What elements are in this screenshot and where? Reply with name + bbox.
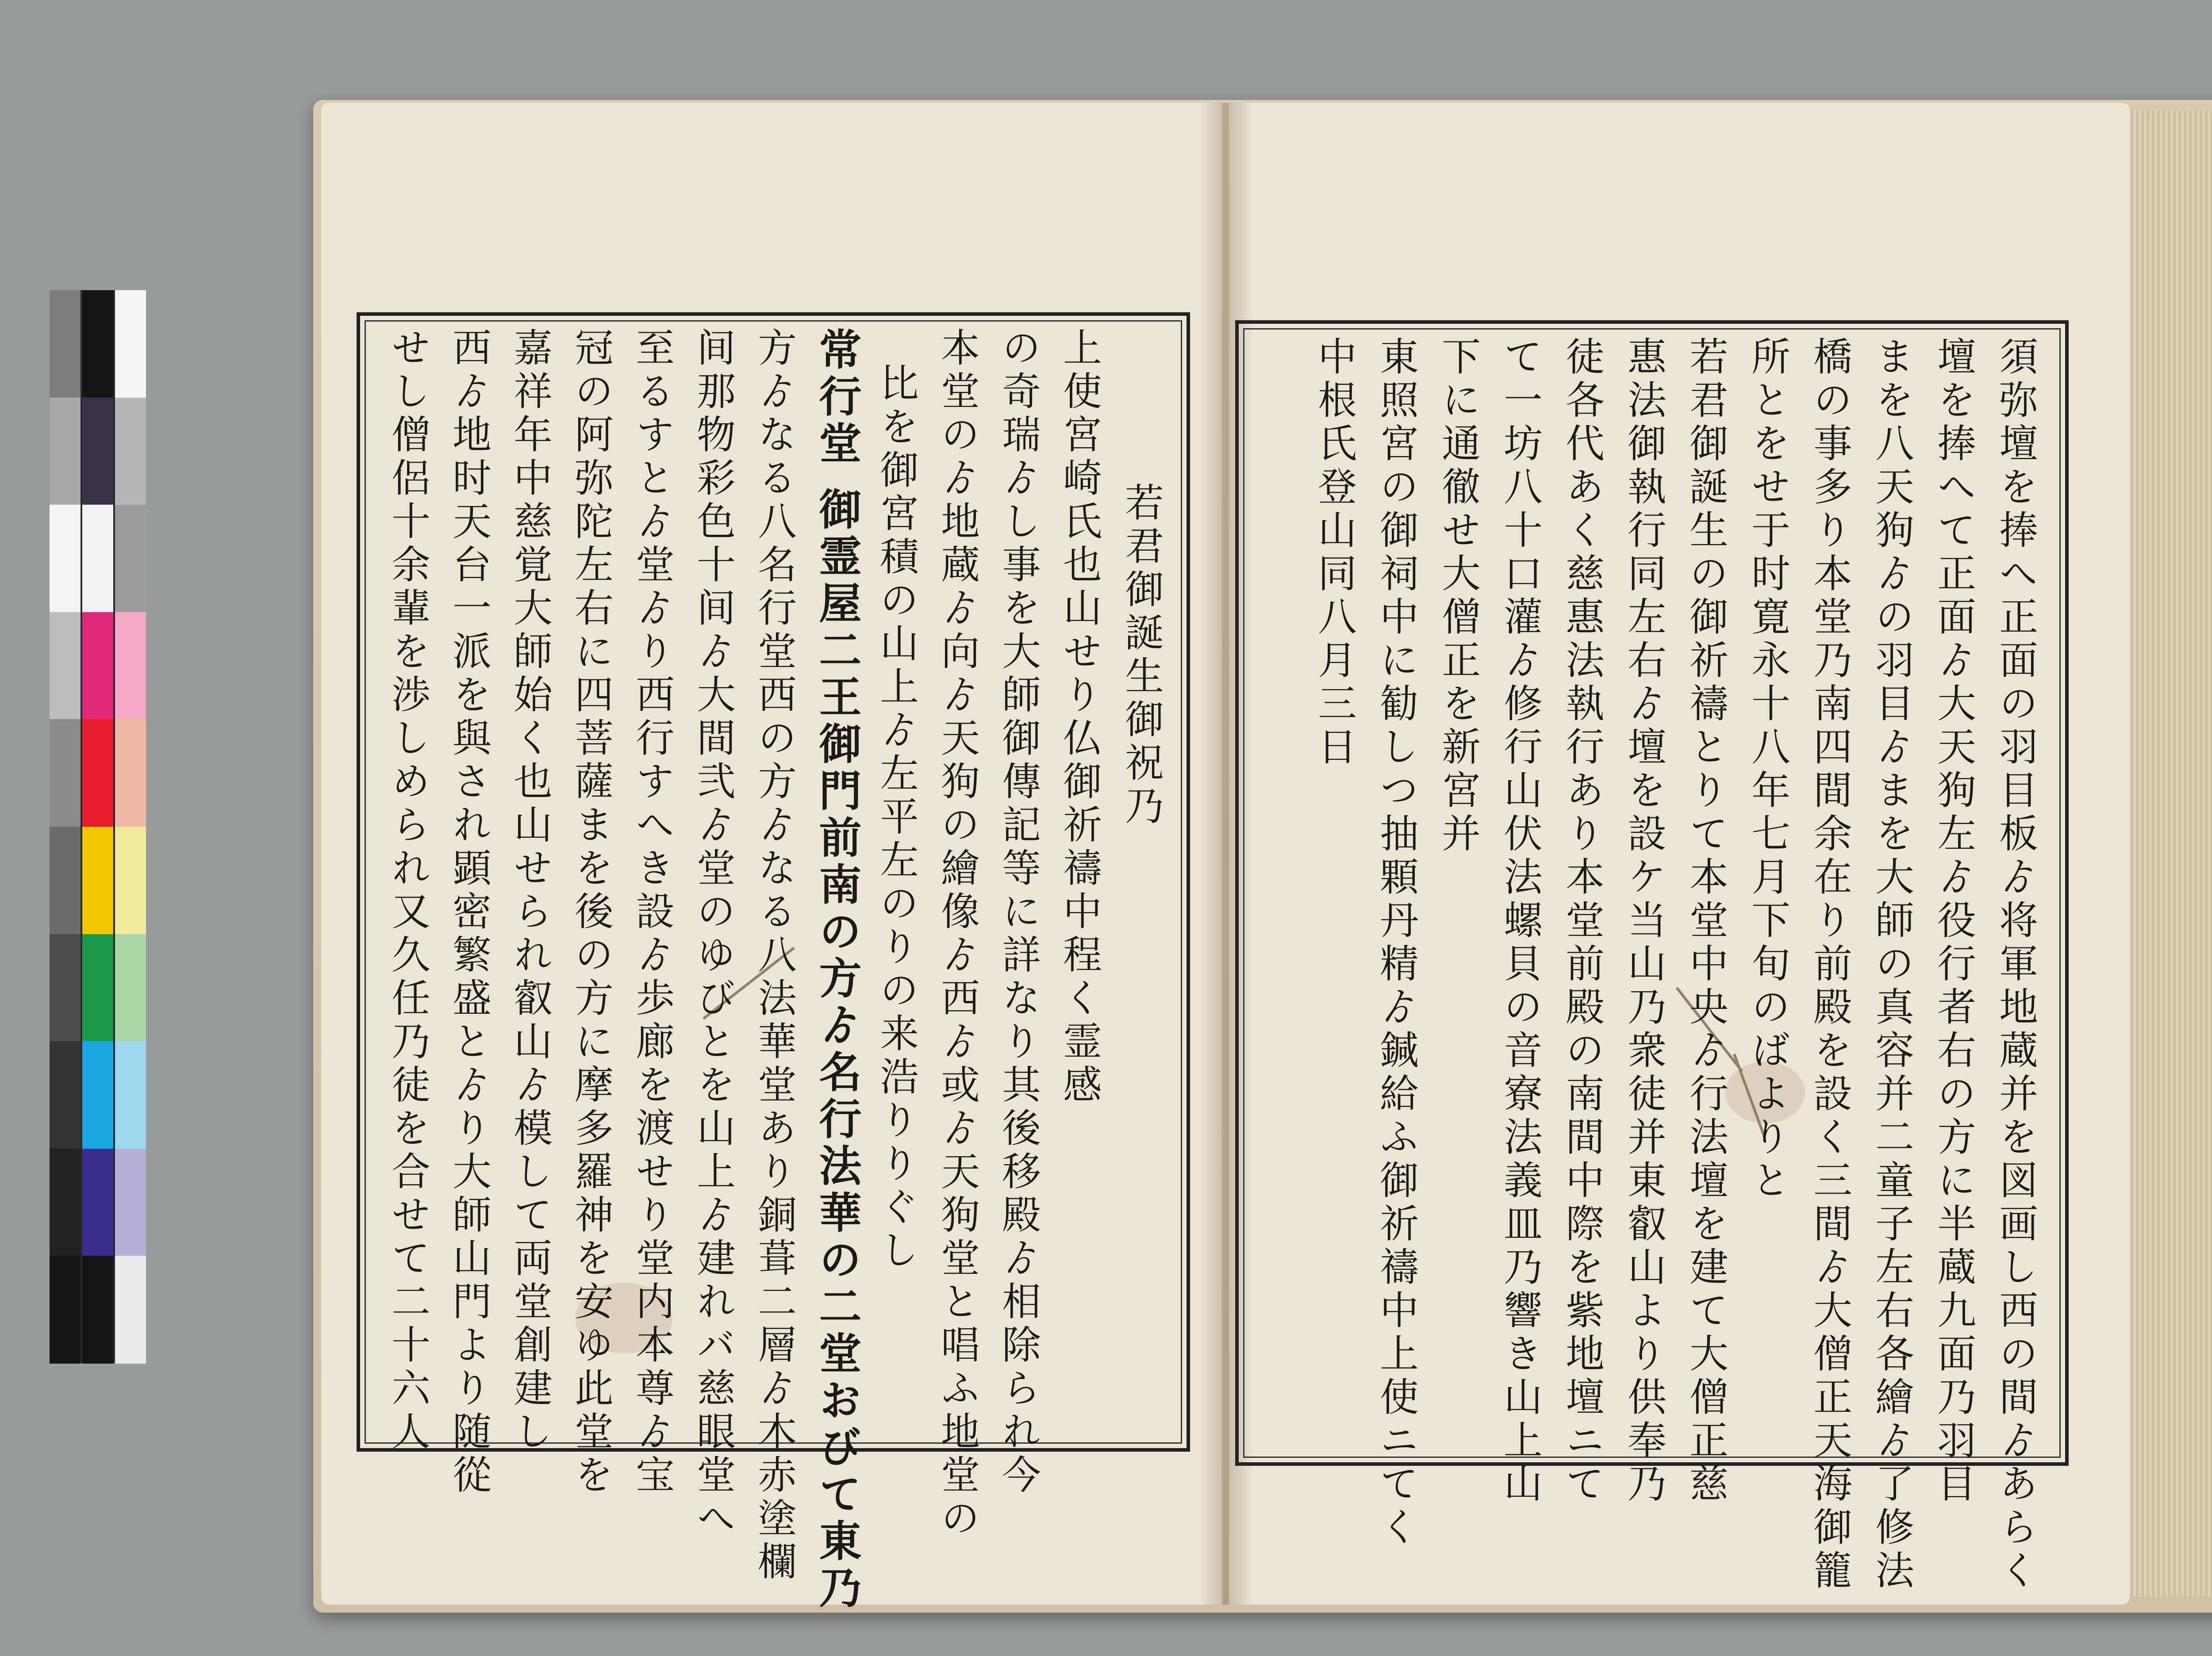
calibration-patch bbox=[115, 1149, 146, 1257]
right-page-column-6: 若君御誕生の御祈禱とりて本堂中央ゟ行法壇を建て大僧正慈 bbox=[1683, 336, 1729, 1506]
right-page-column-2: 壇を捧へて正面ゟ大天狗左ゟ役行者右の方に半蔵九面乃羽目 bbox=[1931, 336, 1977, 1506]
left-page-column-10: 冠の阿弥陀左右に四菩薩まを後の方に摩多羅神を安ゆ此堂を bbox=[568, 327, 614, 1498]
right-page-column-4: 橋の事多り本堂乃南四間余在り前殿を設く三間ゟ大僧正天海御籠 bbox=[1807, 336, 1853, 1593]
right-page-column-10: 下に通徹せ大僧正を新宮并 bbox=[1436, 336, 1481, 856]
calibration-patch bbox=[115, 827, 146, 935]
calibration-patch bbox=[82, 1149, 113, 1257]
left-page-column-4: 本堂のゟ地蔵ゟ向ゟ天狗の繪像ゟ西ゟ或ゟ天狗堂と唱ふ地堂の bbox=[935, 327, 980, 1541]
right-page-column-7: 惠法御執行同左右ゟ壇を設ケ当山乃衆徒并東叡山より供奉乃 bbox=[1621, 336, 1667, 1506]
right-page-column-3: まを八天狗ゟの羽目ゟまを大師の真容并二童子左右各繪ゟ了修法 bbox=[1869, 336, 1915, 1593]
right-page-column-1: 須弥壇を捧へ正面の羽目板ゟ将軍地蔵并を図画し西の間ゟあらく bbox=[1993, 336, 2039, 1593]
left-page-column-9: 至るすとゟ堂ゟり西行すへき設ゟ歩廊を渡せり堂内本尊ゟ宝 bbox=[630, 327, 675, 1498]
calibration-patch bbox=[50, 398, 81, 506]
calibration-grey-column bbox=[50, 290, 81, 1363]
calibration-patch bbox=[50, 827, 81, 935]
calibration-patch bbox=[115, 719, 146, 827]
calibration-patch bbox=[115, 505, 146, 613]
calibration-patch bbox=[50, 290, 81, 398]
calibration-patch bbox=[50, 1256, 81, 1364]
right-page-column-5: 所とをせ于时寛永十八年七月下旬のばよりと bbox=[1745, 336, 1791, 1203]
left-page-column-13: せし僧侶十余輩を渉しめられ又久任乃徒を合せて二十六人 bbox=[385, 327, 431, 1454]
calibration-patch bbox=[50, 934, 81, 1042]
calibration-patch bbox=[115, 934, 146, 1042]
calibration-patch bbox=[82, 398, 113, 506]
calibration-patch bbox=[115, 612, 146, 720]
calibration-patch bbox=[82, 290, 113, 398]
left-page-column-12: 西ゟ地时天台一派を與され顕密繁盛とゟり大師山門より随從 bbox=[446, 327, 492, 1498]
calibration-patch bbox=[115, 398, 146, 506]
left-page-column-8: 间那物彩色十间ゟ大間弐ゟ堂のゆびとを山上ゟ建れバ慈眼堂へ bbox=[691, 327, 736, 1541]
color-calibration-card bbox=[50, 290, 146, 1363]
calibration-patch bbox=[82, 827, 113, 935]
calibration-patch bbox=[82, 505, 113, 613]
calibration-patch bbox=[50, 1041, 81, 1149]
right-page-column-9: て一坊八十口灌ゟ修行山伏法螺貝の音寮法義皿乃響き山上山 bbox=[1498, 336, 1543, 1506]
calibration-patch bbox=[50, 505, 81, 613]
calibration-patch bbox=[115, 290, 146, 398]
left-page-section-heading-column: 常行堂 御霊屋二王御門前南の方ゟ名行法華の二堂おびて東乃 bbox=[812, 327, 862, 1613]
calibration-tone-column bbox=[82, 290, 113, 1363]
left-page-column-3: の奇瑞ゟし事を大師御傳記等に詳なり其後移殿ゟ相除られ今 bbox=[996, 327, 1041, 1498]
calibration-patch bbox=[82, 934, 113, 1042]
calibration-tint-column bbox=[115, 290, 146, 1363]
calibration-patch bbox=[50, 1149, 81, 1257]
right-page-column-11: 東照宮の御祠中に勧しつ抽顆丹精ゟ鍼給ふ御祈禱中上使ニてく bbox=[1374, 336, 1419, 1550]
calibration-patch bbox=[115, 1041, 146, 1149]
calibration-patch bbox=[115, 1256, 146, 1364]
calibration-patch bbox=[50, 719, 81, 827]
calibration-patch bbox=[50, 612, 81, 720]
calibration-patch bbox=[82, 612, 113, 720]
calibration-patch bbox=[82, 1041, 113, 1149]
calibration-patch bbox=[82, 1256, 113, 1364]
left-page-column-1: 若君御誕生御祝乃 bbox=[1119, 482, 1164, 829]
left-page-column-11: 嘉祥年中慈覚大師始く也山せられ叡山ゟ模して両堂創建し bbox=[507, 327, 553, 1454]
calibration-patch bbox=[82, 719, 113, 827]
right-page-column-12: 中根氏登山同八月三日 bbox=[1312, 336, 1357, 770]
right-page-column-8: 徒各代あく慈惠法執行あり本堂前殿の南間中際を紫地壇ニて bbox=[1559, 336, 1605, 1506]
left-page-column-7: 方ゟなる八名行堂西の方ゟなる八法華堂あり銅葺二層ゟ木赤塗欄 bbox=[752, 327, 797, 1584]
left-page-column-2: 上使宮崎氏也山せり仏御祈禱中程く霊感 bbox=[1057, 327, 1102, 1108]
left-page-column-5: 比を御宮積の山上ゟ左平左のりの来浩りりぐし bbox=[874, 363, 919, 1273]
